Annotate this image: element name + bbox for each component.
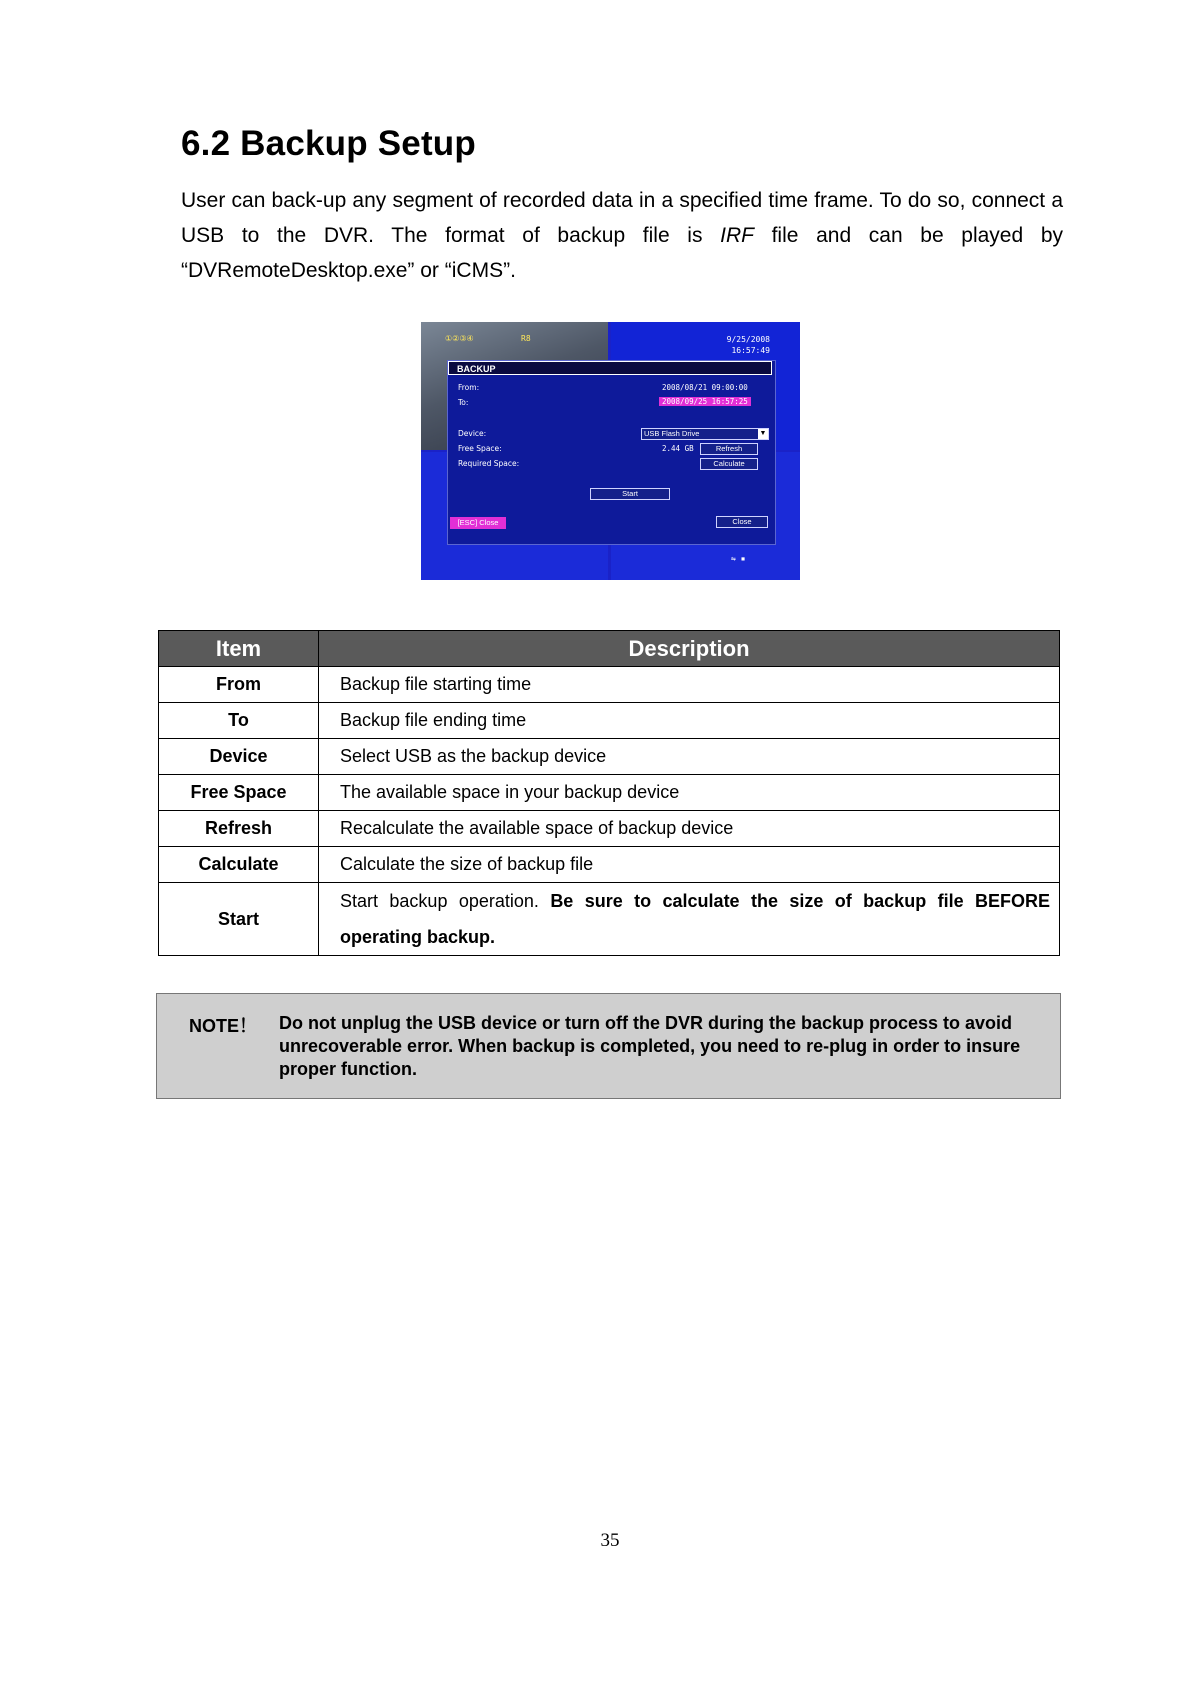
table-cell-description — [319, 883, 1060, 956]
table-cell-description: Recalculate the available space of backup device — [319, 811, 1060, 847]
dvr-backup-screenshot — [421, 322, 800, 580]
section-heading: 6.2 Backup Setup — [181, 124, 476, 163]
table-cell-description: The available space in your backup device — [319, 775, 1060, 811]
table-row — [159, 811, 1060, 847]
usb-icon: ⇋ ▪ — [731, 554, 746, 563]
header-item: Item — [159, 631, 319, 667]
device-select[interactable] — [641, 428, 769, 440]
table-cell-description: Calculate the size of backup file — [319, 847, 1060, 883]
intro-paragraph — [181, 183, 1063, 288]
intro-text-1: User can back-up any segment of recorded data in a specified time frame. To do so, connect a USB to the DVR. The format of backup file is — [181, 189, 1063, 247]
table-header-row — [159, 631, 1060, 667]
from-value[interactable]: 2008/08/21 09:00:00 — [662, 383, 748, 392]
table-cell-item: From — [159, 667, 319, 703]
table-cell-item: Refresh — [159, 811, 319, 847]
page-number: 35 — [600, 1530, 620, 1551]
note-box — [156, 993, 1061, 1099]
to-value[interactable]: 2008/09/25 16:57:25 — [659, 397, 751, 406]
table-row — [159, 883, 1060, 956]
backup-items-table — [158, 630, 1060, 956]
free-space-label: Free Space: — [458, 444, 502, 453]
table-cell-description: Backup file starting time — [319, 667, 1060, 703]
header-description: Description — [319, 631, 1060, 667]
backup-dialog — [447, 360, 776, 545]
dropdown-arrow-icon: ▼ — [759, 430, 767, 437]
table-cell-item: Calculate — [159, 847, 319, 883]
note-label: NOTE！ — [189, 1016, 258, 1036]
table-cell-description: Select USB as the backup device — [319, 739, 1060, 775]
osd-date: 9/25/2008 — [726, 335, 770, 344]
required-space-label: Required Space: — [458, 459, 520, 468]
device-select-value: USB Flash Drive — [644, 429, 700, 438]
table-cell-item: Start — [159, 883, 319, 956]
from-label: From: — [458, 383, 480, 392]
table-row — [159, 775, 1060, 811]
intro-text-2: file and can be played by “DVRemoteDesktop.exe” or “iCMS”. — [181, 224, 1063, 282]
start-description: Start backup operation. — [340, 891, 551, 911]
note-text: Do not unplug the USB device or turn off the DVR during the backup process to avoid unrecoverable error. When backup is completed, you need to re-plug in order to insure proper function. — [279, 1013, 1021, 1079]
close-button[interactable]: Close — [716, 516, 768, 528]
device-label: Device: — [458, 429, 487, 438]
table-cell-item: Free Space — [159, 775, 319, 811]
backup-dialog-title: BACKUP — [448, 361, 772, 375]
refresh-button[interactable]: Refresh — [700, 443, 758, 455]
esc-close-hint: [ESC] Close — [450, 517, 506, 529]
osd-datetime — [727, 334, 770, 356]
free-space-value: 2.44 GB — [662, 444, 694, 453]
table-cell-item: Device — [159, 739, 319, 775]
start-warning: Be sure to calculate the size of backup file BEFORE operating backup. — [340, 891, 1050, 947]
table-row — [159, 739, 1060, 775]
table-row — [159, 847, 1060, 883]
table-cell-item: To — [159, 703, 319, 739]
table-cell-description: Backup file ending time — [319, 703, 1060, 739]
to-label: To: — [458, 398, 469, 407]
table-row — [159, 667, 1060, 703]
osd-time: 16:57:49 — [731, 346, 770, 355]
start-button[interactable]: Start — [590, 488, 670, 500]
osd-status-icons: ①②③④ — [445, 334, 474, 343]
table-row — [159, 703, 1060, 739]
intro-format-name: IRF — [720, 224, 754, 247]
calculate-button[interactable]: Calculate — [700, 458, 758, 470]
osd-record-indicator: R8 — [521, 334, 531, 343]
